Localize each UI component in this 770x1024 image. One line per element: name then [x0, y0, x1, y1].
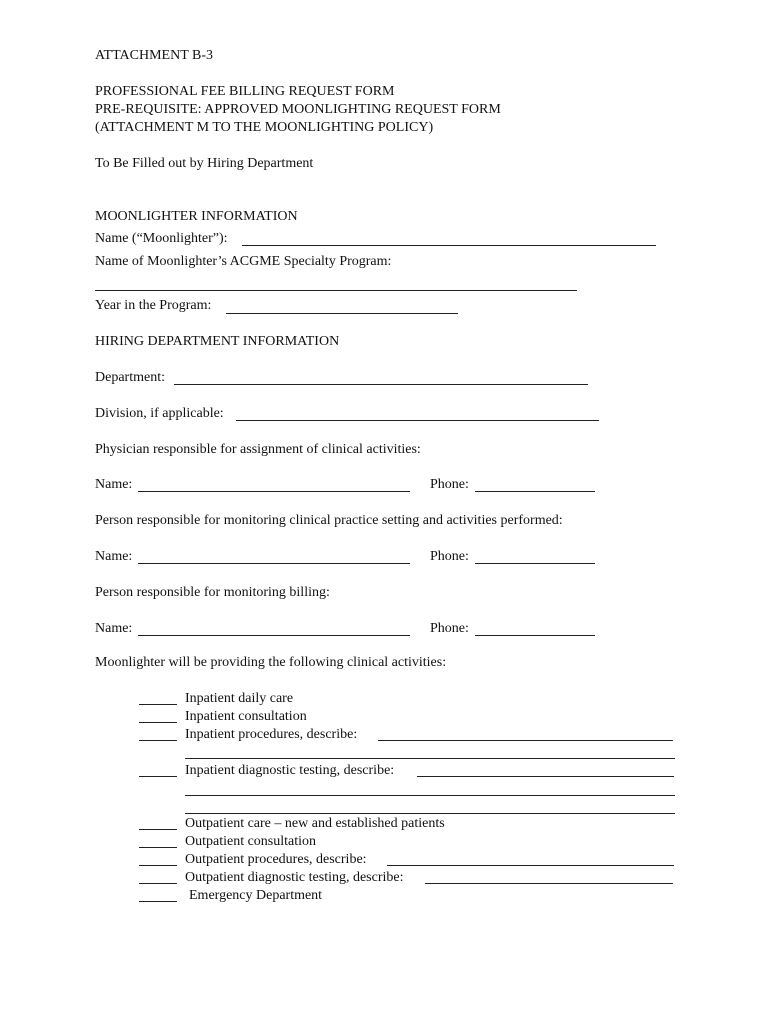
- activity-checkbox-blank[interactable]: [139, 829, 177, 830]
- year-field[interactable]: [226, 313, 458, 314]
- physician-phone-label: Phone:: [430, 477, 469, 492]
- outpatient-diagnostic-describe-field[interactable]: [425, 883, 673, 884]
- activity-item: Inpatient consultation: [185, 709, 307, 724]
- activity-checkbox-blank[interactable]: [139, 722, 177, 723]
- activity-checkbox-blank[interactable]: [139, 901, 177, 902]
- moonlighter-name-field[interactable]: [242, 245, 656, 246]
- activity-item: Emergency Department: [189, 888, 323, 903]
- activity-item: Outpatient care – new and established patients: [185, 816, 445, 831]
- instruction-text: To Be Filled out by Hiring Department: [95, 156, 314, 171]
- attachment-label: ATTACHMENT B-3: [95, 48, 214, 63]
- monitor-billing-phone-field[interactable]: [475, 635, 595, 636]
- activity-checkbox-blank[interactable]: [139, 704, 177, 705]
- activity-item: Outpatient diagnostic testing, describe:: [185, 870, 404, 885]
- activity-item: Inpatient procedures, describe:: [185, 727, 358, 742]
- physician-phone-field[interactable]: [475, 491, 595, 492]
- monitor-practice-phone-label: Phone:: [430, 549, 469, 564]
- activity-checkbox-blank[interactable]: [139, 847, 177, 848]
- program-field[interactable]: [95, 290, 577, 291]
- division-field[interactable]: [236, 420, 599, 421]
- activity-checkbox-blank[interactable]: [139, 865, 177, 866]
- inpatient-diagnostic-describe-field[interactable]: [417, 776, 674, 777]
- moonlighter-heading: MOONLIGHTER INFORMATION: [95, 209, 298, 224]
- monitor-practice-name-label: Name:: [95, 549, 133, 564]
- prerequisite-text: PRE-REQUISITE: APPROVED MOONLIGHTING REQUEST FORM: [95, 102, 501, 117]
- department-label: Department:: [95, 370, 165, 385]
- monitor-billing-name-label: Name:: [95, 621, 133, 636]
- monitor-billing-name-field[interactable]: [138, 635, 410, 636]
- activity-item: Outpatient procedures, describe:: [185, 852, 367, 867]
- monitor-billing-phone-label: Phone:: [430, 621, 469, 636]
- moonlighter-name-label: Name (“Moonlighter”):: [95, 231, 228, 246]
- activity-checkbox-blank[interactable]: [139, 776, 177, 777]
- monitor-practice-label: Person responsible for monitoring clinical practice setting and activities performed:: [95, 513, 563, 528]
- activity-checkbox-blank[interactable]: [139, 883, 177, 884]
- monitor-billing-label: Person responsible for monitoring billing:: [95, 585, 330, 600]
- activity-item: Outpatient consultation: [185, 834, 317, 849]
- inpatient-procedures-describe-field[interactable]: [185, 758, 675, 759]
- activity-checkbox-blank[interactable]: [139, 740, 177, 741]
- activities-heading: Moonlighter will be providing the following clinical activities:: [95, 655, 447, 670]
- program-label: Name of Moonlighter’s ACGME Specialty Program:: [95, 254, 392, 269]
- outpatient-procedures-describe-field[interactable]: [387, 865, 674, 866]
- physician-name-field[interactable]: [138, 491, 410, 492]
- year-label: Year in the Program:: [95, 298, 212, 313]
- inpatient-procedures-describe-field[interactable]: [378, 740, 673, 741]
- form-title: PROFESSIONAL FEE BILLING REQUEST FORM: [95, 84, 395, 99]
- inpatient-diagnostic-describe-field[interactable]: [185, 795, 675, 796]
- activity-item: Inpatient daily care: [185, 691, 294, 706]
- inpatient-diagnostic-describe-field[interactable]: [185, 813, 675, 814]
- division-label: Division, if applicable:: [95, 406, 224, 421]
- activity-item: Inpatient diagnostic testing, describe:: [185, 763, 395, 778]
- department-field[interactable]: [174, 384, 588, 385]
- monitor-practice-name-field[interactable]: [138, 563, 410, 564]
- physician-name-label: Name:: [95, 477, 133, 492]
- attachment-reference: (ATTACHMENT M TO THE MOONLIGHTING POLICY): [95, 120, 434, 135]
- physician-label: Physician responsible for assignment of clinical activities:: [95, 442, 421, 457]
- hiring-heading: HIRING DEPARTMENT INFORMATION: [95, 334, 340, 349]
- monitor-practice-phone-field[interactable]: [475, 563, 595, 564]
